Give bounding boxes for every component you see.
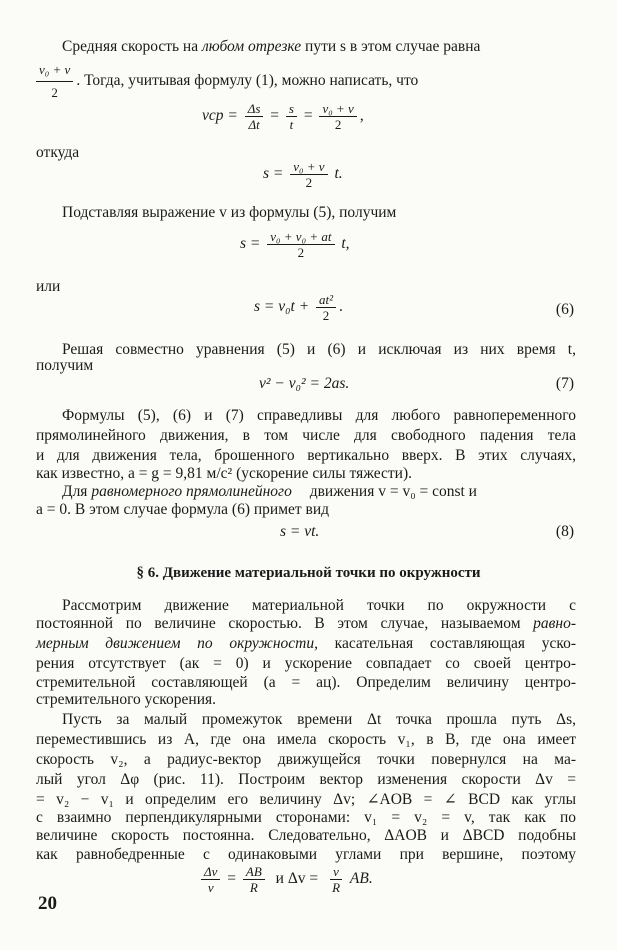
equation-velocity-ratio: $\frac{\Delta v}{v}$ = $\frac{AB}{R}$ и Δv = $\frac{v}{R}$ AB. bbox=[198, 865, 373, 894]
text-line: переместившись из A, где она имела скорость v₁, в B, где она имеет bbox=[36, 731, 576, 748]
text-line: Решая совместно уравнения (5) и (6) и исключая из них время t, bbox=[62, 341, 576, 358]
text-line: с взаимно перпендикулярными сторонами: v₁ = v₂ = v, так как по bbox=[36, 809, 576, 826]
text-line: рения отсутствует (aк = 0) и ускорение совпадает со своей центро- bbox=[36, 655, 576, 672]
equation-number: (6) bbox=[555, 301, 574, 318]
text-line: Пусть за малый промежуток времени Δt точка прошла путь Δs, bbox=[62, 711, 576, 728]
text-line: получим bbox=[36, 357, 94, 374]
text-line: постоянной по величине скоростью. В этом случае, называемом равно- bbox=[36, 615, 577, 632]
equation-vcp: vср = $\frac{\Delta s}{\Delta t}$ = $\frac{s}{t}$ = $\frac{\text{v₀ + v}}{2}$ , bbox=[202, 101, 364, 132]
text-line: a = 0. В этом случае формула (6) примет вид bbox=[36, 501, 330, 518]
text-line: или bbox=[36, 278, 61, 295]
text-line: Подставляя выражение v из формулы (5), получим bbox=[62, 204, 397, 221]
italic-text: равномерного прямолинейного bbox=[91, 483, 292, 500]
text-line: скорость v₂, а радиус-вектор движущейся точки повернулся на ма- bbox=[36, 751, 576, 768]
text-line: величине скорость постоянна. Следовательно, ΔAOB и ΔBCD подобны bbox=[36, 827, 576, 844]
text-line: Формулы (5), (6) и (7) справедливы для любого равнопеременного bbox=[62, 407, 576, 424]
text-line: мерным движением по окружности, касательная составляющая уско- bbox=[36, 635, 577, 652]
equation-6: s = v₀t + $\frac{\text{at²}}{2}$ . bbox=[254, 292, 343, 323]
equation-7: v² − v₀² = 2as. bbox=[259, 375, 350, 392]
equation-s-substituted: s = $\frac{\text{v₀ + v₀ + at}}{2}$ t, bbox=[240, 229, 350, 260]
text: Средняя скорость на bbox=[62, 38, 199, 55]
text-line: прямолинейного движения, в том числе для свободного падения тела bbox=[36, 427, 576, 444]
italic-text: равно- bbox=[533, 615, 577, 632]
equation-number: (7) bbox=[555, 375, 574, 392]
equation-8: s = vt. bbox=[280, 523, 320, 540]
text-line: = v₂ − v₁ и определим его величину Δv; ∠AOB = ∠ BCD как углы bbox=[36, 791, 576, 808]
italic-text: мерным движением по окружности, bbox=[36, 635, 318, 652]
section-heading: § 6. Движение материальной точки по окружности bbox=[136, 565, 481, 581]
text-line bbox=[62, 37, 576, 57]
text-line: откуда bbox=[36, 144, 80, 161]
text-line: как равнобедренные с одинаковыми углами при вершине, поэтому bbox=[36, 846, 576, 863]
text-line: стремительной составляющей (a = aц). Определим величину центро- bbox=[36, 674, 576, 691]
text: . Тогда, учитывая формулу (1), можно написать, что bbox=[76, 72, 419, 90]
text-line: Для равномерного прямолинейного движения v = v₀ = const и bbox=[62, 483, 477, 500]
text-line: и для движения тела, брошенного вертикально вверх. В этих случаях, bbox=[36, 447, 576, 464]
equation-number: (8) bbox=[555, 523, 574, 540]
page-number: 20 bbox=[38, 893, 57, 914]
text-line: Рассмотрим движение материальной точки по окружности с bbox=[62, 597, 576, 614]
inline-fraction: $\frac{\text{v₀ + v}}{2}$ bbox=[36, 60, 73, 103]
text-line: стремительного ускорения. bbox=[36, 691, 217, 708]
equation-s-avg: s = $\frac{\text{v₀ + v}}{2}$ t. bbox=[263, 159, 343, 190]
text-line: как известно, a = g = 9,81 м/с² (ускорение силы тяжести). bbox=[36, 465, 412, 482]
italic-text: любом отрезке bbox=[201, 38, 302, 55]
text-line bbox=[36, 60, 576, 103]
text-line: лый угол Δφ (рис. 11). Построим вектор изменения скорости Δv = bbox=[36, 771, 576, 788]
text: пути s в этом случае равна bbox=[305, 38, 481, 55]
